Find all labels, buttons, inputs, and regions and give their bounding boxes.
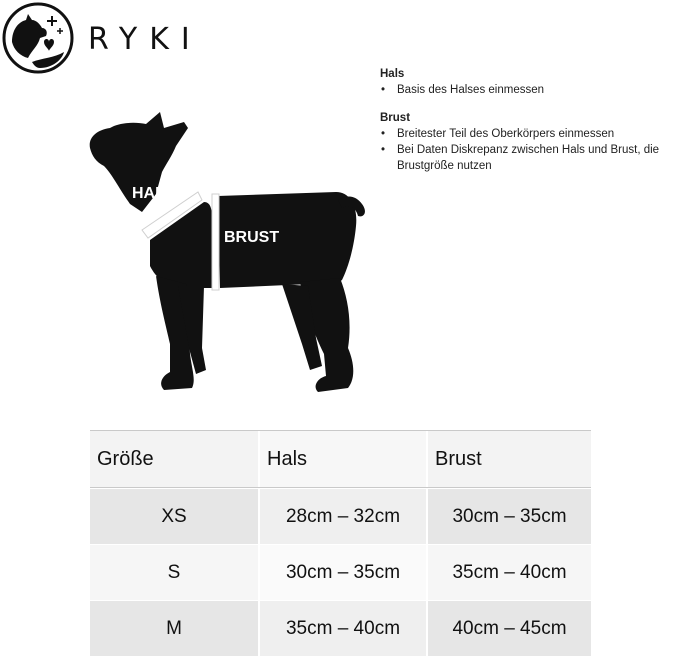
size-cell: XS: [90, 489, 258, 544]
ryki-logo: [2, 2, 74, 74]
chest-note-heading: Brust: [380, 112, 411, 124]
size-table: [90, 430, 591, 656]
neck-cell: 30cm – 35cm: [258, 545, 426, 600]
neck-label: HALS: [132, 185, 176, 202]
measurement-notes: [380, 66, 678, 186]
chest-note-bullet: • Bei Daten Diskrepanz zwischen Hals und Brust, die Brustgröße nutzen: [380, 142, 678, 174]
chest-label: BRUST: [224, 229, 280, 246]
neck-note-bullet: • Basis des Halses einmessen: [380, 82, 678, 98]
dog-measurement-illustration: [86, 108, 376, 400]
table-row: [90, 600, 591, 656]
chest-band: [212, 194, 219, 290]
size-cell: S: [90, 545, 258, 600]
chest-cell: 35cm – 40cm: [426, 545, 591, 600]
neck-cell: 35cm – 40cm: [258, 601, 426, 656]
neck-cell: 28cm – 32cm: [258, 489, 426, 544]
chest-note-bullet: • Breitester Teil des Oberkörpers einmessen: [380, 126, 678, 142]
size-cell: M: [90, 601, 258, 656]
header-chest: Brust: [426, 431, 591, 487]
table-row: [90, 488, 591, 544]
chest-cell: 30cm – 35cm: [426, 489, 591, 544]
table-header-row: [90, 430, 591, 488]
chest-note: [380, 110, 678, 174]
neck-note: [380, 66, 678, 98]
brand-name: RYKI: [88, 22, 202, 57]
header-size: Größe: [90, 431, 258, 487]
header-neck: Hals: [258, 431, 426, 487]
table-row: [90, 544, 591, 600]
neck-note-heading: Hals: [380, 68, 405, 80]
chest-cell: 40cm – 45cm: [426, 601, 591, 656]
